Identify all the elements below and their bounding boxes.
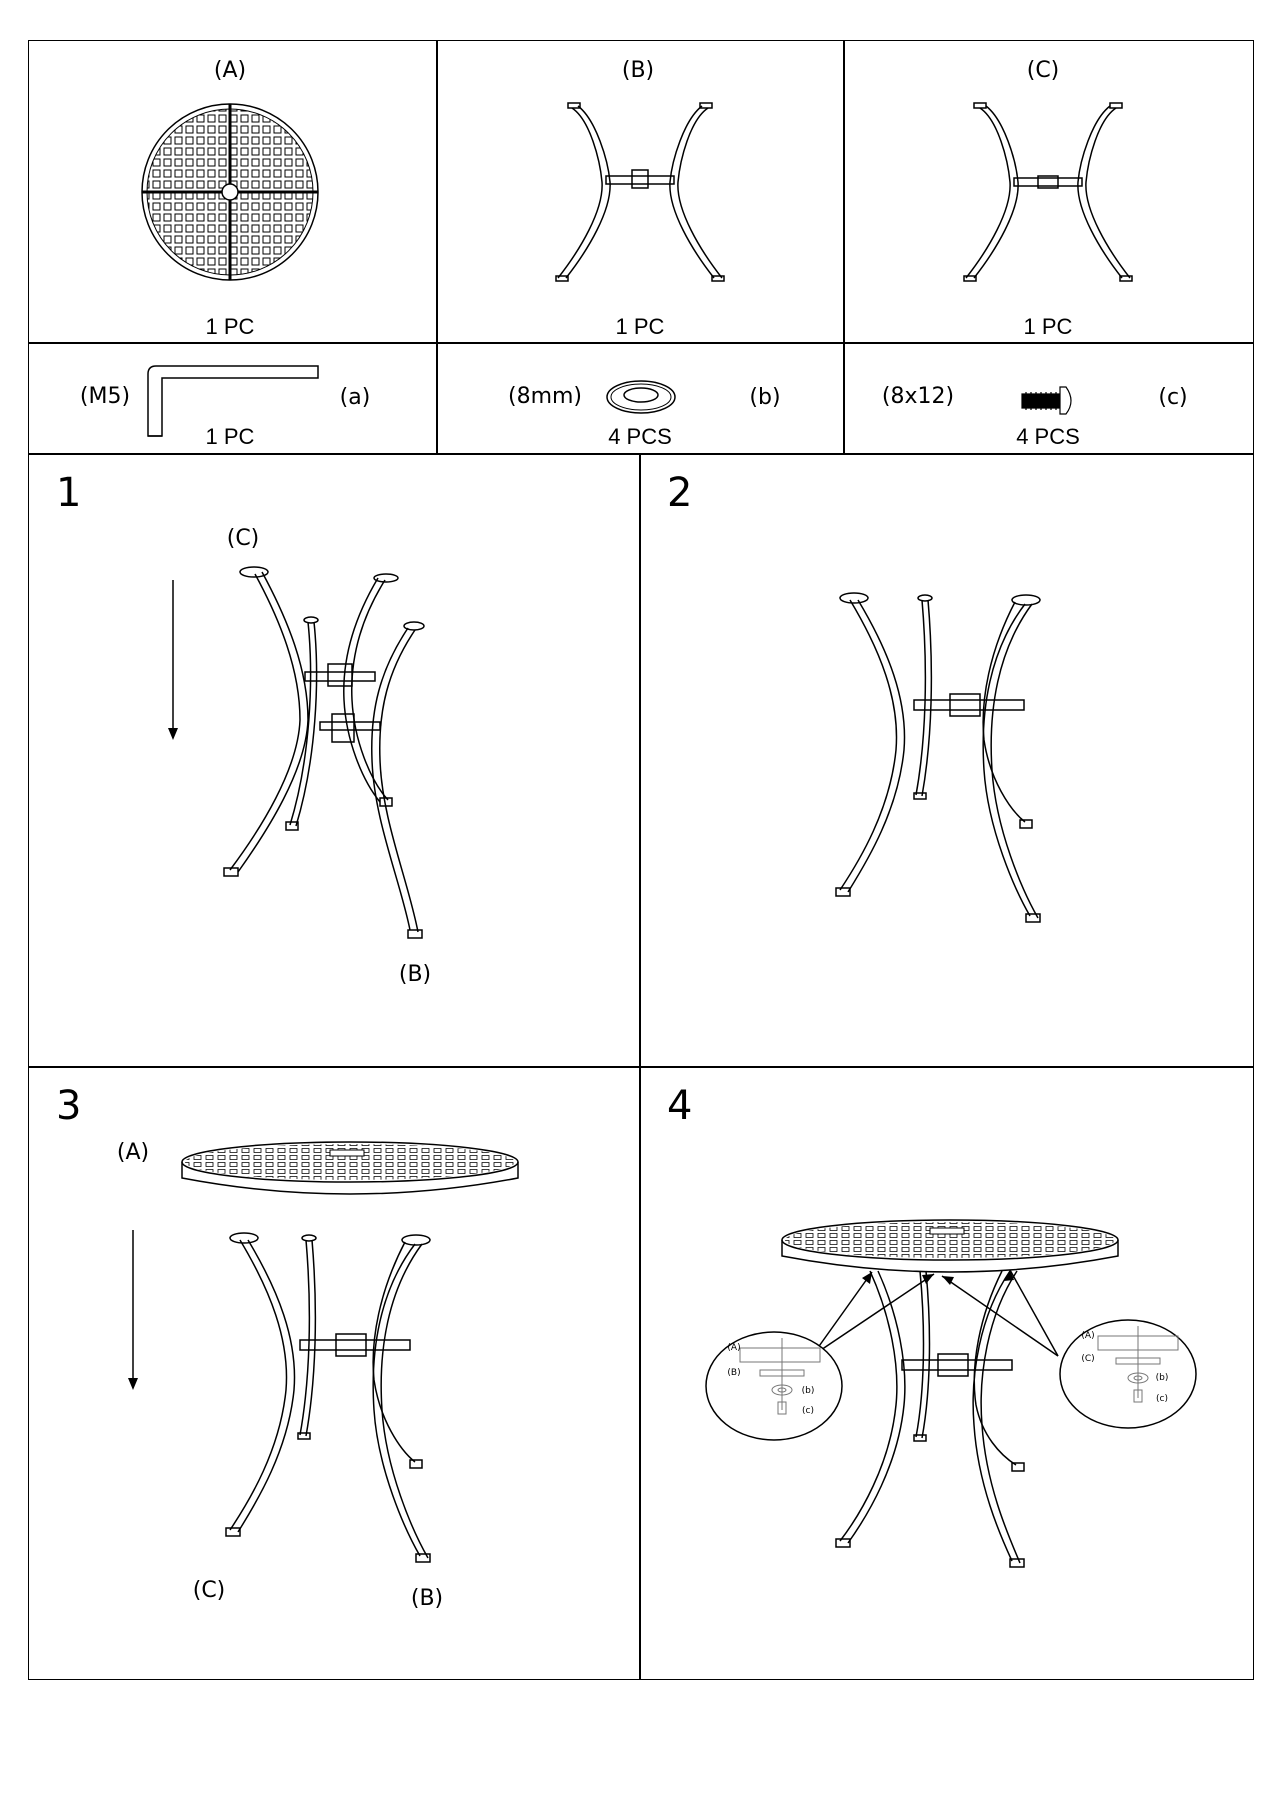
hardware-c-size: (8x12)	[881, 384, 955, 409]
divider	[639, 453, 641, 1680]
detail-right-label-washer: (b)	[1155, 1373, 1169, 1383]
detail-left-label-a: (A)	[727, 1343, 741, 1353]
part-b-qty: 1 PC	[615, 314, 665, 339]
detail-right-label-a: (A)	[1081, 1331, 1095, 1341]
part-a-qty: 1 PC	[205, 314, 255, 339]
hardware-a-letter: (a)	[339, 385, 371, 410]
part-b-label: (B)	[621, 58, 655, 83]
tabletop-side-icon	[180, 1140, 520, 1200]
divider	[28, 342, 1254, 344]
hardware-c-qty: 4 PCS	[1016, 424, 1080, 449]
assembled-base-icon	[220, 1230, 450, 1570]
hardware-a-qty: 1 PC	[205, 424, 255, 449]
detail-left-label-b: (B)	[727, 1368, 741, 1378]
divider	[436, 40, 438, 453]
divider	[843, 40, 845, 453]
step-3-label-a: (A)	[116, 1140, 150, 1165]
leg-frame-icon	[550, 100, 730, 285]
washer-icon	[604, 377, 678, 417]
leg-frames-exploded-icon	[210, 560, 450, 950]
step-1-label-b: (B)	[398, 962, 432, 987]
hardware-b-qty: 4 PCS	[608, 424, 672, 449]
hardware-a-size: (M5)	[79, 384, 131, 409]
leg-frame-icon	[958, 100, 1138, 285]
hardware-b-size: (8mm)	[507, 384, 583, 409]
step-3-number: 3	[56, 1083, 82, 1129]
detail-left-label-bolt: (c)	[802, 1406, 814, 1416]
divider	[28, 1066, 1254, 1068]
step-2-number: 2	[667, 470, 693, 516]
step-3-label-c: (C)	[192, 1578, 226, 1603]
down-arrow-icon	[166, 580, 180, 740]
part-c-qty: 1 PC	[1023, 314, 1073, 339]
part-a-label: (A)	[213, 58, 247, 83]
down-arrow-icon	[126, 1230, 140, 1390]
bolt-icon	[1020, 384, 1080, 416]
step-4-number: 4	[667, 1083, 693, 1129]
divider	[28, 453, 1254, 455]
detail-right-label-c: (C)	[1081, 1354, 1095, 1364]
assembled-base-icon	[830, 590, 1060, 930]
step-1-number: 1	[56, 470, 82, 516]
hardware-c-letter: (c)	[1158, 385, 1188, 410]
hardware-b-letter: (b)	[749, 385, 781, 410]
round-tabletop-icon	[140, 102, 320, 282]
step-3-label-b: (B)	[410, 1586, 444, 1611]
part-c-label: (C)	[1026, 58, 1060, 83]
detail-left-label-washer: (b)	[801, 1386, 815, 1396]
step-1-label-c: (C)	[226, 526, 260, 551]
detail-right-label-bolt: (c)	[1156, 1394, 1168, 1404]
